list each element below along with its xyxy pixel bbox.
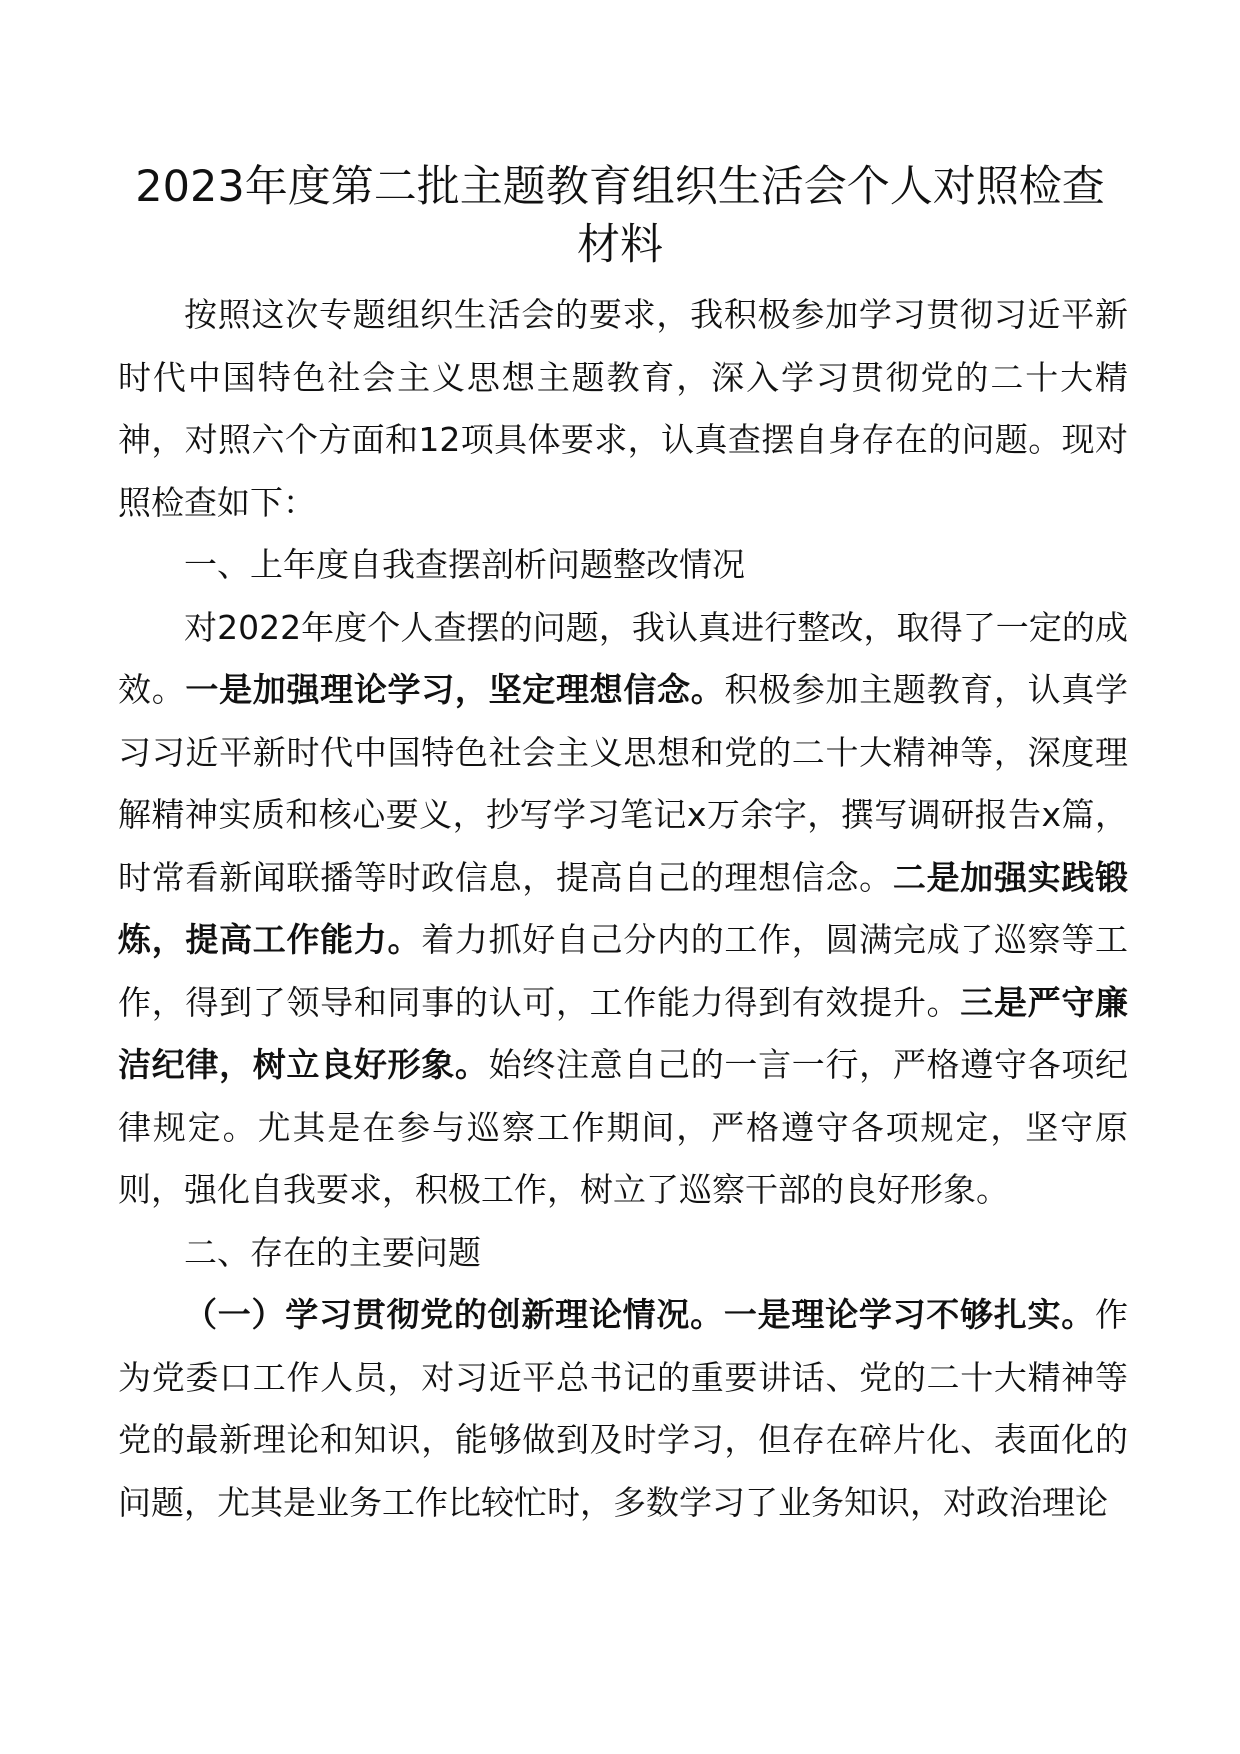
intro-paragraph: 按照这次专题组织生活会的要求，我积极参加学习贯彻习近平新时代中国特色社会主义思想主题教育，深入学习贯彻党的二十大精神，对照六个方面和12项具体要求，认真查摆自身存在的问题。现对照检查如下： <box>118 295 1128 522</box>
point1-title: 一是加强理论学习，坚定理想信念。 <box>185 670 725 709</box>
section1-heading: 一、上年度自我查摆剖析问题整改情况 <box>184 545 745 584</box>
document-body <box>118 284 1128 1534</box>
section1-lead: 对2022年度个人查摆的问题，我认真进行整改，取得了一定的成效。 <box>118 607 1128 709</box>
point2-title: 二是加强实践锻炼，提高工作能力。 <box>118 857 1129 959</box>
sub1-title: （一）学习贯彻党的创新理论情况。 <box>184 1295 724 1334</box>
point1-text: 积极参加主题教育，认真学习习近平新时代中国特色社会主义思想和党的二十大精神等，深度理解精神实质和核心要义，抄写学习笔记x万余字，撰写调研报告x篇，时常看新闻联播等时政信息，提高自己的理想信念。 <box>118 670 1129 897</box>
sub1-point1-title: 一是理论学习不够扎实。 <box>723 1295 1096 1334</box>
point3-text: 始终注意自己的一言一行，严格遵守各项纪律规定。尤其是在参与巡察工作期间，严格遵守各项规定，坚守原则，强化自我要求，积极工作，树立了巡察干部的良好形象。 <box>118 1045 1129 1209</box>
point2-text: 着力抓好自己分内的工作，圆满完成了巡察等工作，得到了领导和同事的认可，工作能力得到有效提升。 <box>118 920 1129 1022</box>
section1-paragraph <box>118 597 1128 1222</box>
section2-paragraph <box>118 1284 1128 1534</box>
document-title: 2023年度第二批主题教育组织生活会个人对照检查材料 <box>135 162 1105 270</box>
point3-title: 三是严守廉洁纪律，树立良好形象。 <box>118 982 1129 1084</box>
section2-heading: 二、存在的主要问题 <box>184 1232 481 1272</box>
sub1-point1-text: 作为党委口工作人员，对习近平总书记的重要讲话、党的二十大精神等党的最新理论和知识，能够做到及时学习，但存在碎片化、表面化的问题，尤其是业务工作比较忙时，多数学习了业务知识，对政治理论 <box>118 1295 1129 1522</box>
